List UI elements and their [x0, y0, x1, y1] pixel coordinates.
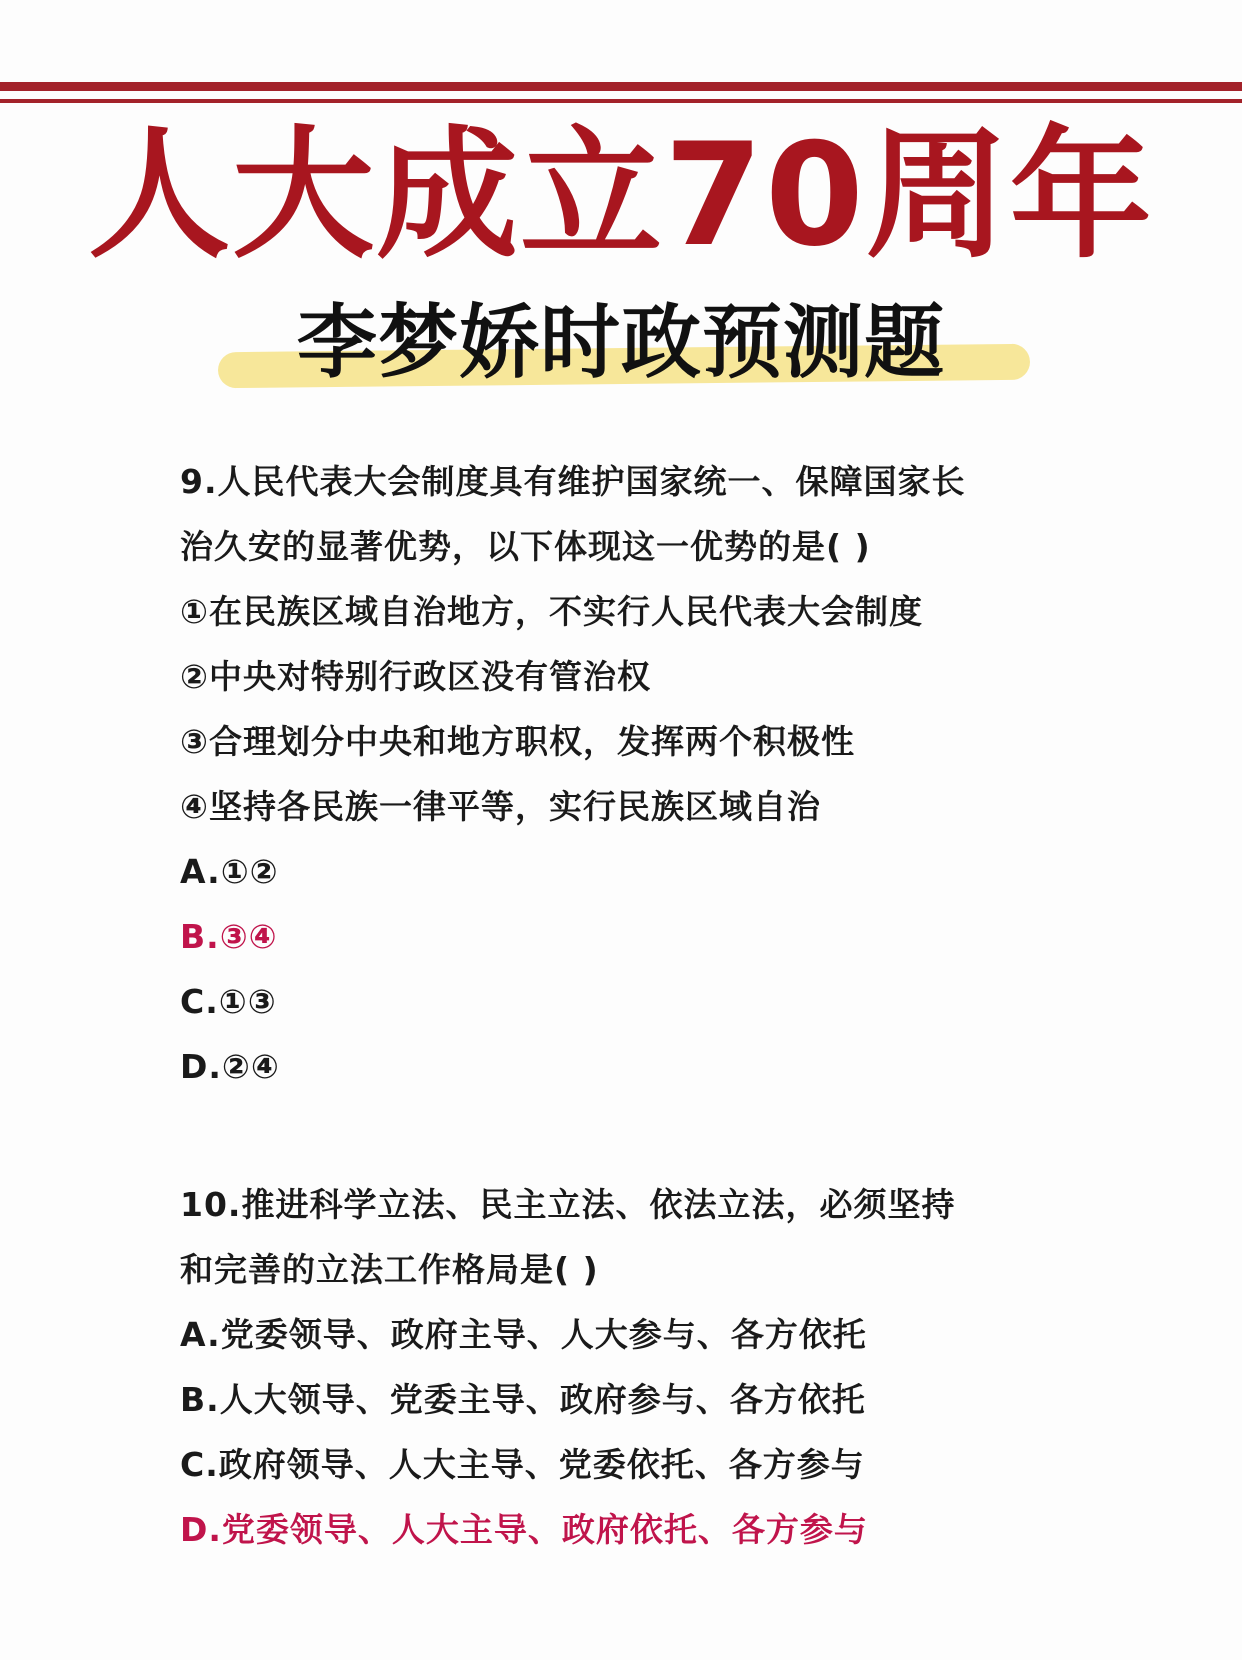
page-subtitle: 李梦娇时政预测题	[297, 295, 945, 389]
option-d-answer: D.党委领导、人大主导、政府依托、各方参与	[180, 1510, 868, 1549]
option-b: B.人大领导、党委主导、政府参与、各方依托	[180, 1380, 866, 1419]
option-a: A.党委领导、政府主导、人大参与、各方依托	[180, 1315, 867, 1354]
question-9	[180, 449, 1080, 1099]
option-a: A.①②	[180, 852, 279, 891]
statement-1: ①在民族区域自治地方，不实行人民代表大会制度	[180, 592, 923, 631]
question-stem: 9.人民代表大会制度具有维护国家统一、保障国家长	[180, 462, 966, 501]
question-stem: 治久安的显著优势，以下体现这一优势的是( )	[180, 527, 871, 566]
question-stem: 和完善的立法工作格局是( )	[180, 1250, 599, 1289]
statement-2: ②中央对特别行政区没有管治权	[180, 657, 651, 696]
option-c: C.政府领导、人大主导、党委依托、各方参与	[180, 1445, 865, 1484]
statement-4: ④坚持各民族一律平等，实行民族区域自治	[180, 787, 821, 826]
question-10	[180, 1172, 1080, 1562]
statement-3: ③合理划分中央和地方职权，发挥两个积极性	[180, 722, 855, 761]
page-title: 人大成立70周年	[88, 113, 1154, 278]
option-c: C.①③	[180, 982, 277, 1021]
subtitle-block	[0, 290, 1242, 400]
option-d: D.②④	[180, 1047, 280, 1086]
top-rule-thick	[0, 82, 1242, 91]
top-rule-thin	[0, 99, 1242, 103]
question-stem: 10.推进科学立法、民主立法、依法立法，必须坚持	[180, 1185, 956, 1224]
option-b-answer: B.③④	[180, 917, 278, 956]
